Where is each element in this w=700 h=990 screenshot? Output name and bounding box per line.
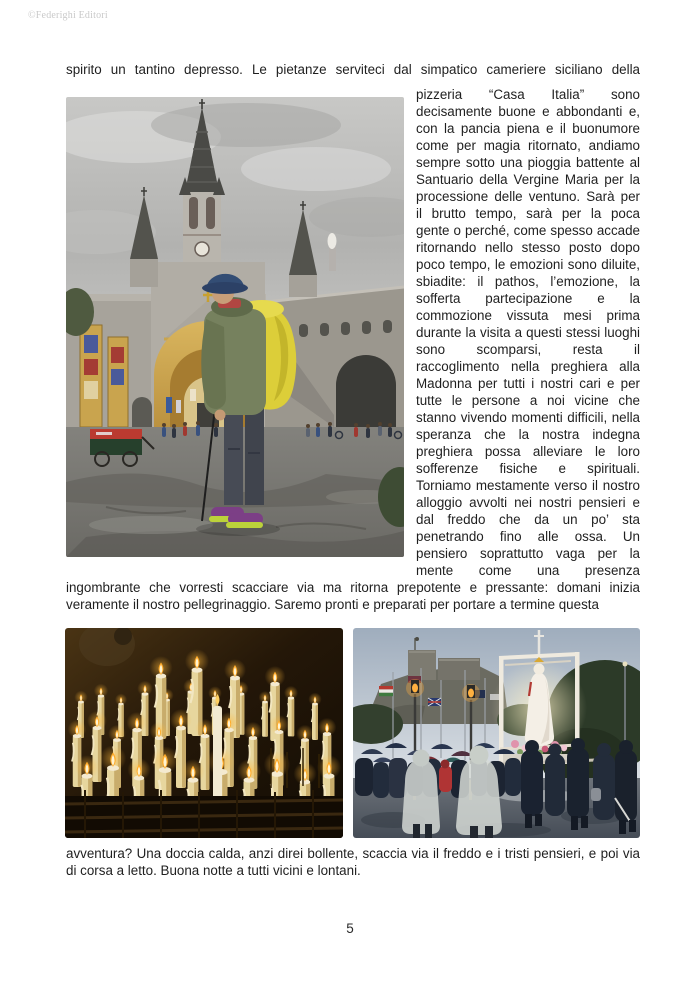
paragraph-lead: spirito un tantino depresso. Le pietanze serviteci dal simpatico cameriere siciliano della [66, 62, 640, 77]
photo-row [65, 628, 640, 838]
paragraph-closing: avventura? Una doccia calda, anzi direi bollente, scaccia via il freddo e i tristi pensieri, e poi via di corsa a letto. Buona notte a tutti vicini e lontani. [66, 846, 640, 878]
paragraph-flow [66, 86, 640, 613]
paragraph-body: pizzeria “Casa Italia” sono decisamente buone e abbondanti e, con la pancia piena e il buonumore come per magia ritornato, andiamo sempre sotto una pioggia battente al Santuario della Vergine Maria per la processione delle ventuno. Sarà per il brutto tempo, sarà per la poca gente o perché, come spesso accade ritornando nello stesso posto dopo poco tempo, le emozioni sono diluite, sbiadite: il pathos, l’emozione, la sofferta partecipazione e la commozione vissuta mesi prima durante la visita a questi stessi luoghi sono scomparsi, resta il raccoglimento nella preghiera alla Madonna per tutti i nostri cari e per tutte le persone a noi vicine che stanno vivendo momenti difficili, nella speranza che la nostra indegna preghiera possa alleviare le loro sofferenze fisiche e spirituali. Torniamo mestamente verso il nostro alloggio avvolti nei nostri pensieri e dal freddo che da un po’ sta penetrando fino alle ossa. Un pensiero soprattutto vaga per la mente come una presenza ingombrante che vorresti scacciare via ma ritorna prepotente e pressante: domani inizia veramente il nostro pellegrinaggio. Saremo pronti e preparati per portare a termine questa [66, 87, 640, 612]
page-number: 5 [346, 921, 354, 936]
photo-pilgrim-lourdes-basilica [66, 97, 404, 557]
photo-votive-candles [65, 628, 343, 838]
photo-evening-procession [353, 628, 640, 838]
basilica-illustration [66, 97, 404, 557]
candles-illustration [65, 628, 343, 838]
article-text [66, 61, 640, 613]
publisher-credit: ©Federighi Editori [28, 10, 108, 21]
procession-illustration [353, 628, 640, 838]
